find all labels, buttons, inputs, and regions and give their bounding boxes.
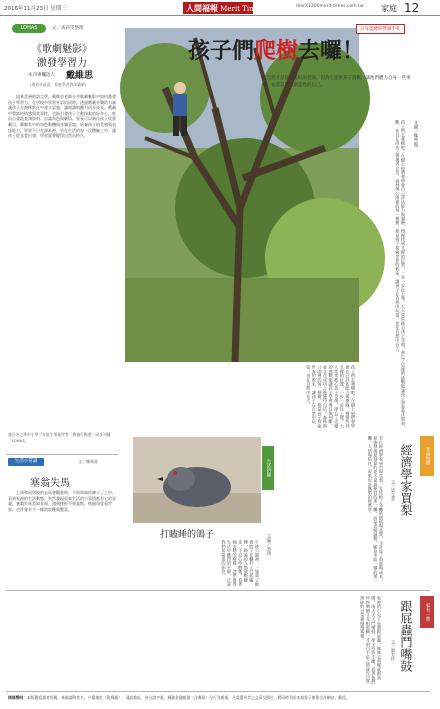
family-byline: 文／劉芳伶 xyxy=(391,640,396,661)
tree-story-title: 孩子們爬樹去囉！ xyxy=(188,39,365,64)
issue-date: 2016年11月23日 星期三 xyxy=(4,6,67,12)
tree-byline: 文圖／鄭彗甄 xyxy=(413,120,418,147)
family-title: 跟屁蟲鬥嘴鼓 xyxy=(399,600,413,672)
left-body: 紐來美洲的語言學，戴維思老師分享歌劇魅影中如何激發孩子學習力。在學校中學習外語的同時，透過戲劇音樂的力量讓孩子在潛移默化中建立語感，讓閱讀與聽力同步成長。戲劇中豐富的情感與故事性，也能引發孩子主動探索的好奇心，進而自發地查詢資料、討論角色與劇情。家長可以陪伴孩子欣賞劇目，聊聊其中的角色動機與音樂意境，培養孩子的美感與表達能力。學習不只在課本裡，更在生活的每一次體驗之中，讓孩子從喜愛出發，學習就會變得自然而持久。 xyxy=(8,94,116,139)
notice-text: 本版歡迎讀者投稿，來稿請附姓名、戶籍地址（附郵遞）、通訊地址、身分證字號、郵遞金融帳號（含郵局）分行及帳號，凡需選刊者之文章及照片，將同時刊於本報電子報與合作網站，歡迎。 xyxy=(26,695,350,700)
knowledge-byline: 文／陳瑞嘉 xyxy=(78,459,98,464)
economy-title: 經濟學家買梨 xyxy=(399,444,413,516)
left-footnote: 發冷冬之季中小學三年級生專業學者「教養行動書」同步刊播「LOHAS」 xyxy=(8,432,111,443)
pigeon-caption: 打瞌睡的鴿子 xyxy=(160,530,215,540)
pigeon-photo xyxy=(133,437,261,523)
knowledge-badge: 生活小常識 xyxy=(8,458,44,466)
divider xyxy=(6,691,430,692)
notice-label: 開福聲明： xyxy=(8,695,27,700)
left-byline: 文／黃莉雯整理 xyxy=(52,26,84,31)
tree-story-body-continued: 孩子們去爬樹吧！在樹上他們會學會自己評估能力與風險，慢慢找到支撐的位置，一步一步往上爬。大人常常擔心孩子受傷，卻忘了這樣的挑戰能讓孩子學會專注與判斷，並且在成功之後獲得自信。森林與公園裡的每一棵樹，都是孩子探索世界的教室，讓孩子在自然中玩耍，也在自然中長大。 xyxy=(306,365,356,428)
left-title-1: 《歌劇魅影》 xyxy=(32,44,92,55)
pigeon-body: 午後公園裡，一隻鴿子縮著脖子在欄杆上打起瞌睡，路過的人都放輕腳步，不忍心吵醒牠。看著牠安穩的模樣，忽然覺得生活中難得的平靜，正是我們最需要的休息。 xyxy=(221,540,260,587)
economy-badge: 幸福無價 xyxy=(420,436,434,476)
family-body: 家裡的小兒子是個跟屁蟲，姊姊走到哪就跟到哪，兩人天天鬥嘴鼓，卻又形影不離。看著他們吵吵鬧鬧又互相照顧，才明白手足之情就在這些瑣碎的日常裡慢慢累積。 xyxy=(360,596,382,684)
economy-body: 有位經濟學家到市場買梨，先比較了各攤的價格與品質，又計算了重量與成本，最後發現最划算的並不是最便宜的那一攤，而是老闆誠懇、願意多給一顆的那一攤。人情與信任，原來也是無價的經濟學。 xyxy=(367,436,384,583)
tree-story-body: 孩子們去爬樹吧！在樹上他們會學會自己評估能力與風險，慢慢找到支撐的位置，一步一步往上爬。大人常常擔心孩子受傷，卻忘了這樣的挑戰能讓孩子學會專注與判斷，並且在成功之後獲得自信。森林與公園裡的每一棵樹，都是孩子探索世界的教室，讓孩子在自然中玩耍，也在自然中長大。 xyxy=(395,120,406,426)
masthead-bar xyxy=(0,0,440,16)
knowledge-title: 塞翁失馬 xyxy=(30,478,70,489)
divider xyxy=(6,454,118,455)
author-label: 本刊專欄語人 xyxy=(28,73,55,78)
divider xyxy=(6,590,430,591)
left-title-2: 激發學習力 xyxy=(37,58,87,69)
website-url: merit1200merit-times.com.tw xyxy=(296,4,364,9)
tree-story-lead: 大自然才是孩子最好的老師，因為它提供孩子挑戰，讓他們體力自身一些事件，並還其更具創造性的自己。 xyxy=(262,76,411,88)
submission-notice xyxy=(8,695,432,705)
economy-byline: 文／梁文美 xyxy=(391,480,396,501)
lohas-badge: LOHAS xyxy=(12,24,46,33)
knowledge-body: 上周和同學校的去馬會觀賞時，不料車禍你陣子了之中，看到家裡的生活動態，突然發現原來生活的小事情都有它的意義，塞翁失馬焉知非福，遇到挫折不要氣餒，換個角度看世界，也許會有不一樣的收穫與驚喜。 xyxy=(8,490,116,512)
family-badge: 家有一寶 xyxy=(420,596,434,628)
pigeon-side-tag: 生活拾趣 xyxy=(262,446,274,490)
author-name: 戴維思 xyxy=(66,71,94,81)
author-note: (地道社區達、家庭學習資深講師) xyxy=(30,82,87,87)
column-tag: 日耳曼總經營國手札 xyxy=(356,24,405,34)
section-title: 家庭 xyxy=(381,4,397,13)
pigeon-byline: 文圖／蔡琦 xyxy=(267,534,272,555)
page-number: 12 xyxy=(404,1,420,15)
newspaper-logo: 人間福報 Merit Times xyxy=(183,2,253,14)
